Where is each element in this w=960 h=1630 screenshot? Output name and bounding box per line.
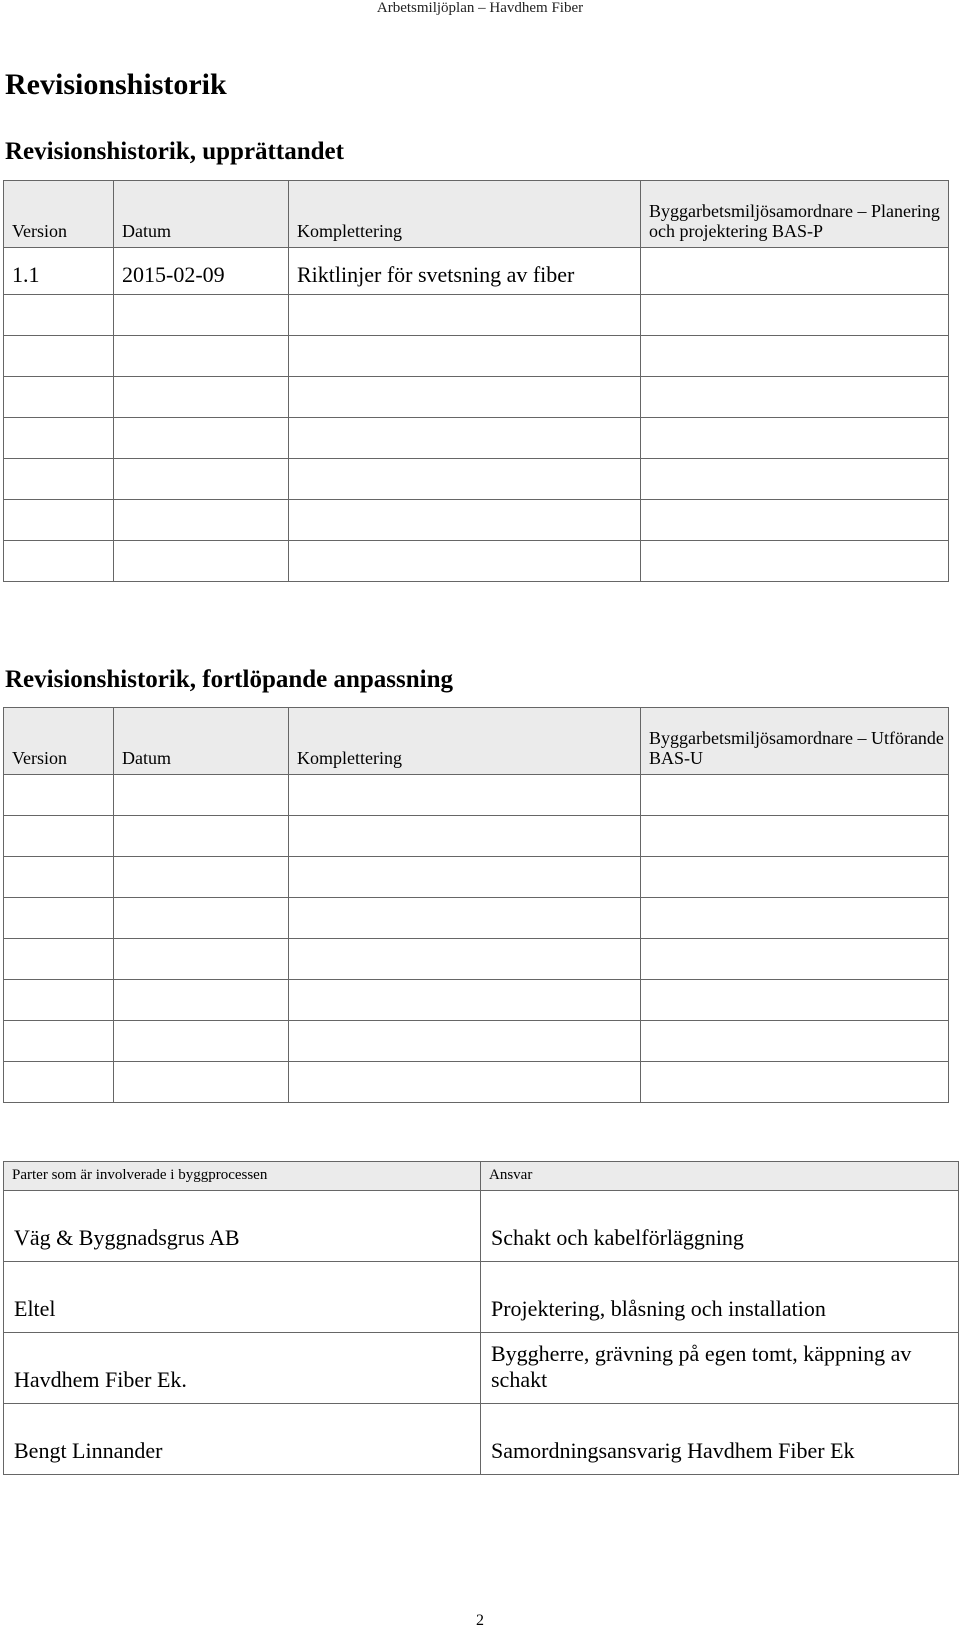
cell-ansvar: Schakt och kabelförläggning [481,1191,959,1262]
cell-ansvar: Samordningsansvarig Havdhem Fiber Ek [481,1404,959,1475]
column-header-version: Version [4,708,114,775]
revision-table-upprattandet [3,180,949,582]
table-row-empty [4,377,949,418]
page-title: Revisionshistorik [5,68,227,101]
cell-ansvar: Projektering, blåsning och installation [481,1262,959,1333]
cell-version: 1.1 [4,248,114,295]
table-row-empty [4,898,949,939]
table-row [4,1262,959,1333]
column-header-bas-p: Byggarbetsmiljösamordnare – Planering och projektering BAS-P [641,181,949,248]
table-row-empty [4,541,949,582]
cell-bas [641,248,949,295]
table-row [4,1404,959,1475]
column-header-version: Version [4,181,114,248]
table-row [4,1333,959,1404]
column-header-parter: Parter som är involverade i byggprocessen [4,1162,481,1191]
table-header-row [4,708,949,775]
table-row-empty [4,500,949,541]
cell-party: Väg & Byggnadsgrus AB [4,1191,481,1262]
revision-table-fortlopande [3,707,949,1103]
table-row-empty [4,939,949,980]
parter-table [3,1161,959,1475]
table-row-empty [4,857,949,898]
table-row-empty [4,1021,949,1062]
cell-party: Havdhem Fiber Ek. [4,1333,481,1404]
column-header-bas-u: Byggarbetsmiljösamordnare – Utförande BAS-U [641,708,949,775]
table-row-empty [4,775,949,816]
table-row-empty [4,336,949,377]
running-header: Arbetsmiljöplan – Havdhem Fiber [376,0,584,16]
column-header-komplettering: Komplettering [289,708,641,775]
table-header-row [4,181,949,248]
column-header-komplettering: Komplettering [289,181,641,248]
table-row [4,1191,959,1262]
table-row-empty [4,295,949,336]
table-row-empty [4,459,949,500]
section-title-upprattandet: Revisionshistorik, upprättandet [5,138,344,165]
section-title-fortlopande: Revisionshistorik, fortlöpande anpassning [5,666,454,693]
column-header-datum: Datum [114,708,289,775]
column-header-ansvar: Ansvar [481,1162,959,1191]
table-row-empty [4,418,949,459]
table-row-empty [4,1062,949,1103]
cell-party: Eltel [4,1262,481,1333]
cell-party: Bengt Linnander [4,1404,481,1475]
table-row [4,248,949,295]
column-header-datum: Datum [114,181,289,248]
cell-komplettering: Riktlinjer för svetsning av fiber [289,248,641,295]
table-header-row [4,1162,959,1191]
cell-datum: 2015-02-09 [114,248,289,295]
page-number: 2 [476,1612,484,1629]
cell-ansvar: Byggherre, grävning på egen tomt, käppning av schakt [481,1333,959,1404]
table-row-empty [4,980,949,1021]
table-row-empty [4,816,949,857]
